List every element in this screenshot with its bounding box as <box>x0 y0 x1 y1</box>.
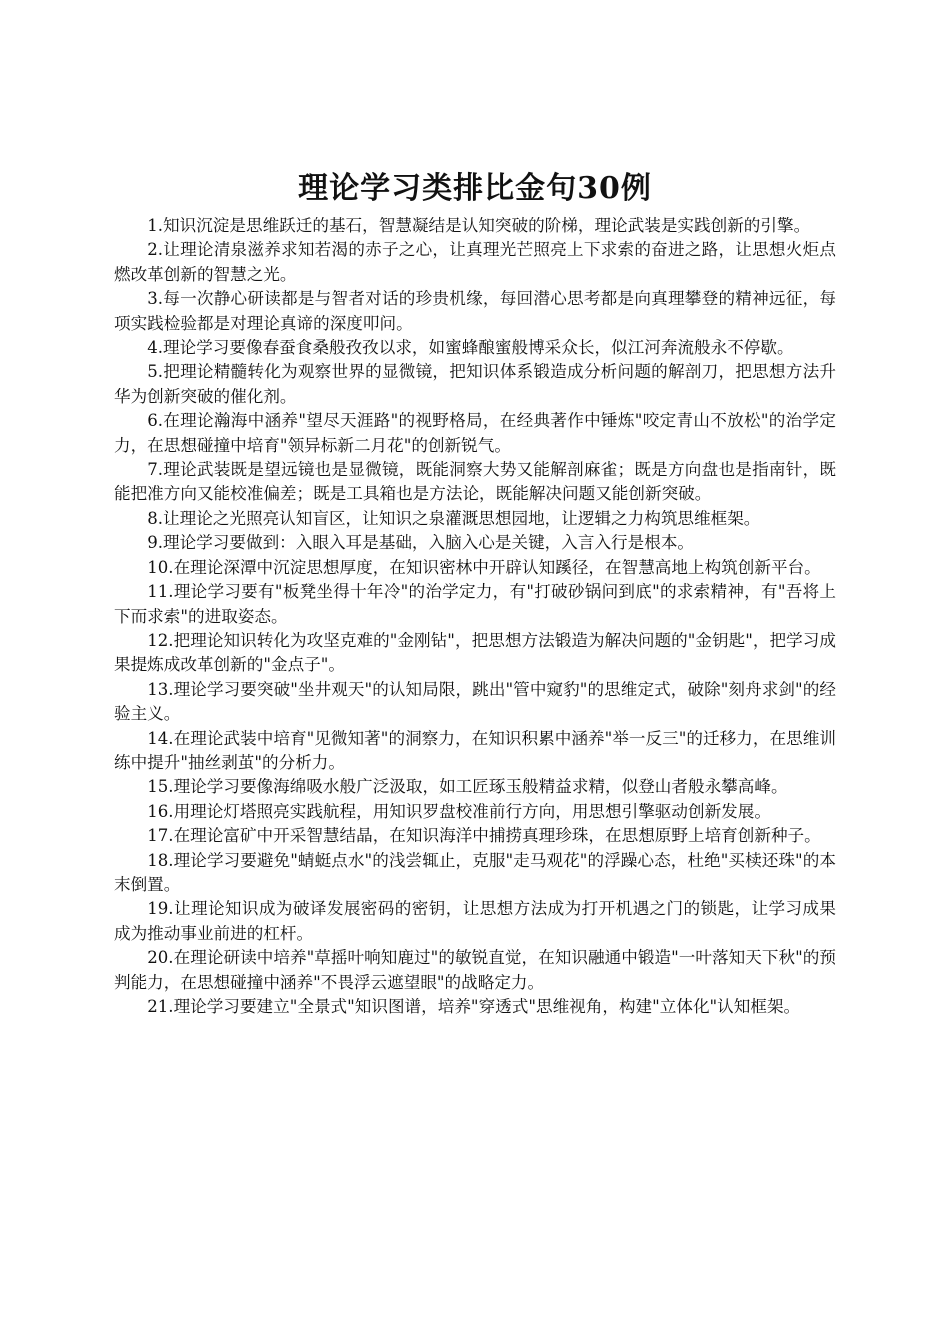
paragraph-5: 5.把理论精髓转化为观察世界的显微镜，把知识体系锻造成分析问题的解剖刀，把思想方法升华为创新突破的催化剂。 <box>114 362 836 406</box>
page-title: 理论学习类排比金句30例 <box>298 171 652 206</box>
paragraph-19: 19.让理论知识成为破译发展密码的密钥，让思想方法成为打开机遇之门的锁匙，让学习成果成为推动事业前进的杠杆。 <box>114 899 836 943</box>
paragraph-21: 21.理论学习要建立"全景式"知识图谱，培养"穿透式"思维视角，构建"立体化"认知框架。 <box>147 997 801 1016</box>
paragraph-1: 1.知识沉淀是思维跃迁的基石，智慧凝结是认知突破的阶梯，理论武装是实践创新的引擎。 <box>147 216 811 235</box>
paragraph-17: 17.在理论富矿中开采智慧结晶，在知识海洋中捕捞真理珍珠，在思想原野上培育创新种子。 <box>147 826 821 846</box>
paragraph-11: 11.理论学习要有"板凳坐得十年冷"的治学定力，有"打破砂锅问到底"的求索精神，有"吾将上下而求索"的进取姿态。 <box>114 582 836 626</box>
paragraph-14: 14.在理论武装中培育"见微知著"的洞察力，在知识积累中涵养"举一反三"的迁移力，在思维训练中提升"抽丝剥茧"的分析力。 <box>114 728 836 772</box>
paragraph-15: 15.理论学习要像海绵吸水般广泛汲取，如工匠琢玉般精益求精，似登山者般永攀高峰。 <box>147 777 788 797</box>
paragraph-6: 6.在理论瀚海中涵养"望尽天涯路"的视野格局，在经典著作中锤炼"咬定青山不放松"的治学定力，在思想碰撞中培育"领异标新二月花"的创新锐气。 <box>114 411 836 455</box>
paragraph-8: 8.让理论之光照亮认知盲区，让知识之泉灌溉思想园地，让逻辑之力构筑思维框架。 <box>147 508 761 528</box>
paragraph-10: 10.在理论深潭中沉淀思想厚度，在知识密林中开辟认知蹊径，在智慧高地上构筑创新平台。 <box>147 557 821 577</box>
paragraph-2: 2.让理论清泉滋养求知若渴的赤子之心，让真理光芒照亮上下求索的奋进之路，让思想火炬点燃改革创新的智慧之光。 <box>114 240 836 284</box>
paragraph-16: 16.用理论灯塔照亮实践航程，用知识罗盘校准前行方向，用思想引擎驱动创新发展。 <box>147 801 771 821</box>
paragraph-13: 13.理论学习要突破"坐井观天"的认知局限，跳出"管中窥豹"的思维定式，破除"刻舟求剑"的经验主义。 <box>114 679 836 724</box>
paragraph-12: 12.把理论知识转化为攻坚克难的"金刚钻"，把思想方法锻造为解决问题的"金钥匙"，把学习成果提炼成改革创新的"金点子"。 <box>114 630 836 675</box>
paragraph-7: 7.理论武装既是望远镜也是显微镜，既能洞察大势又能解剖麻雀；既是方向盘也是指南针，既能把准方向又能校准偏差；既是工具箱也是方法论，既能解决问题又能创新突破。 <box>114 460 836 504</box>
paragraph-9: 9.理论学习要做到：入眼入耳是基础，入脑入心是关键，入言入行是根本。 <box>147 533 695 553</box>
paragraph-20: 20.在理论研读中培养"草摇叶响知鹿过"的敏锐直觉，在知识融通中锻造"一叶落知天下秋"的预判能力，在思想碰撞中涵养"不畏浮云遮望眼"的战略定力。 <box>114 948 836 992</box>
paragraph-3: 3.每一次静心研读都是与智者对话的珍贵机缘，每回潜心思考都是向真理攀登的精神远征，每项实践检验都是对理论真谛的深度叩问。 <box>114 289 836 333</box>
paragraph-18: 18.理论学习要避免"蜻蜓点水"的浅尝辄止，克服"走马观花"的浮躁心态，杜绝"买椟还珠"的本末倒置。 <box>114 850 836 894</box>
paragraph-4: 4.理论学习要像春蚕食桑般孜孜以求，如蜜蜂酿蜜般博采众长，似江河奔流般永不停歇。 <box>147 338 794 358</box>
document-body <box>114 214 836 1019</box>
